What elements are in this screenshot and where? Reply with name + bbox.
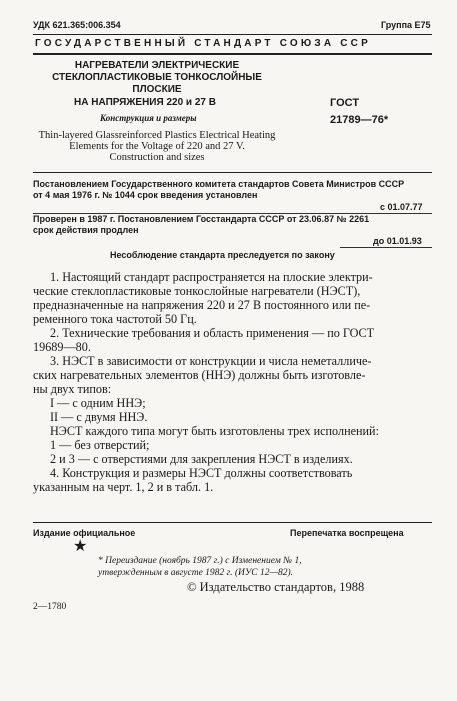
english-title-line-1: Thin-layered Glassreinforced Plastics Electrical Heating: [38, 130, 276, 141]
udk-code: УДК 621.365:006.354: [33, 20, 121, 30]
body-line-10: I — с одним ННЭ;: [50, 396, 146, 410]
body-line-9: ны двух типов:: [33, 382, 112, 396]
body-line-8: ских нагревательных элементов (ННЭ) должны быть изготовле-: [33, 368, 366, 382]
english-title-line-2: Elements for the Voltage of 220 and 27 V.: [69, 141, 245, 152]
body-line-2: ческие стеклопластиковые тонкослойные нагреватели (НЭСТ),: [33, 284, 361, 298]
gost-label: ГОСТ: [330, 97, 360, 109]
body-line-11: II — с двумя ННЭ.: [50, 410, 148, 424]
footer-rule: [33, 522, 432, 523]
decree-line-3: Проверен в 1987 г. Постановлением Госстандарта СССР от 23.06.87 № 2261: [33, 214, 370, 224]
body-line-1: 1. Настоящий стандарт распространяется на плоские электри-: [50, 270, 373, 284]
star-icon: ★: [73, 538, 88, 555]
header-rule-top: [33, 34, 432, 35]
official-edition-label: Издание официальное: [33, 528, 136, 538]
decree-line-2: от 4 мая 1976 г. № 1044 срок введения установлен: [33, 190, 258, 200]
title-line-1: НАГРЕВАТЕЛИ ЭЛЕКТРИЧЕСКИЕ: [74, 60, 240, 71]
body-line-15: 4. Конструкция и размеры НЭСТ должны соответствовать: [50, 466, 353, 480]
title-subtitle: Конструкция и размеры: [100, 113, 197, 123]
decree-date-1: с 01.07.77: [380, 202, 423, 212]
copyright-line: © Издательство стандартов, 1988: [187, 580, 365, 594]
gost-number: 21789—76*: [330, 114, 389, 126]
body-line-13: 1 — без отверстий;: [50, 438, 150, 452]
body-line-6: 19689—80.: [33, 340, 91, 354]
title-line-4: НА НАПРЯЖЕНИЯ 220 и 27 В: [74, 97, 216, 108]
decree-date-2: до 01.01.93: [373, 236, 422, 246]
body-line-5: 2. Технические требования и область применения — по ГОСТ: [50, 326, 375, 340]
body-line-16: указанным на черт. 1, 2 и в табл. 1.: [33, 480, 214, 494]
group-code: Группа Е75: [381, 20, 431, 30]
reissue-note-line-2: утвержденным в августе 1982 г. (ИУС 12—82).: [98, 568, 293, 578]
decree-warning: Несоблюдение стандарта преследуется по закону: [110, 250, 335, 260]
page-code: 2—1780: [33, 602, 67, 612]
english-title-line-3: Construction and sizes: [109, 152, 205, 163]
organization-name: ГОСУДАРСТВЕННЫЙ СТАНДАРТ СОЮЗА ССР: [35, 38, 371, 49]
body-line-4: ременного тока частотой 50 Гц.: [33, 312, 197, 326]
decree-line-1: Постановлением Государственного комитета стандартов Совета Министров СССР: [33, 179, 405, 189]
reprint-prohibited-label: Перепечатка воспрещена: [290, 528, 404, 538]
decree-line-4: срок действия продлен: [33, 225, 139, 235]
decree-rule-2: [340, 247, 432, 248]
body-line-14: 2 и 3 — с отверстиями для закрепления НЭСТ в изделиях.: [50, 452, 353, 466]
body-line-12: НЭСТ каждого типа могут быть изготовлены трех исполнений:: [50, 424, 379, 438]
body-line-7: 3. НЭСТ в зависимости от конструкции и числа неметалличе-: [50, 354, 372, 368]
header-rule-bottom: [33, 53, 432, 55]
title-line-3: ПЛОСКИЕ: [132, 84, 182, 95]
title-line-2: СТЕКЛОПЛАСТИКОВЫЕ ТОНКОСЛОЙНЫЕ: [52, 72, 262, 83]
body-line-3: предназначенные на напряжения 220 и 27 В постоянного или пе-: [33, 298, 371, 312]
title-rule: [33, 172, 432, 173]
reissue-note-line-1: * Переиздание (ноябрь 1987 г.) с Изменением № 1,: [98, 556, 302, 566]
